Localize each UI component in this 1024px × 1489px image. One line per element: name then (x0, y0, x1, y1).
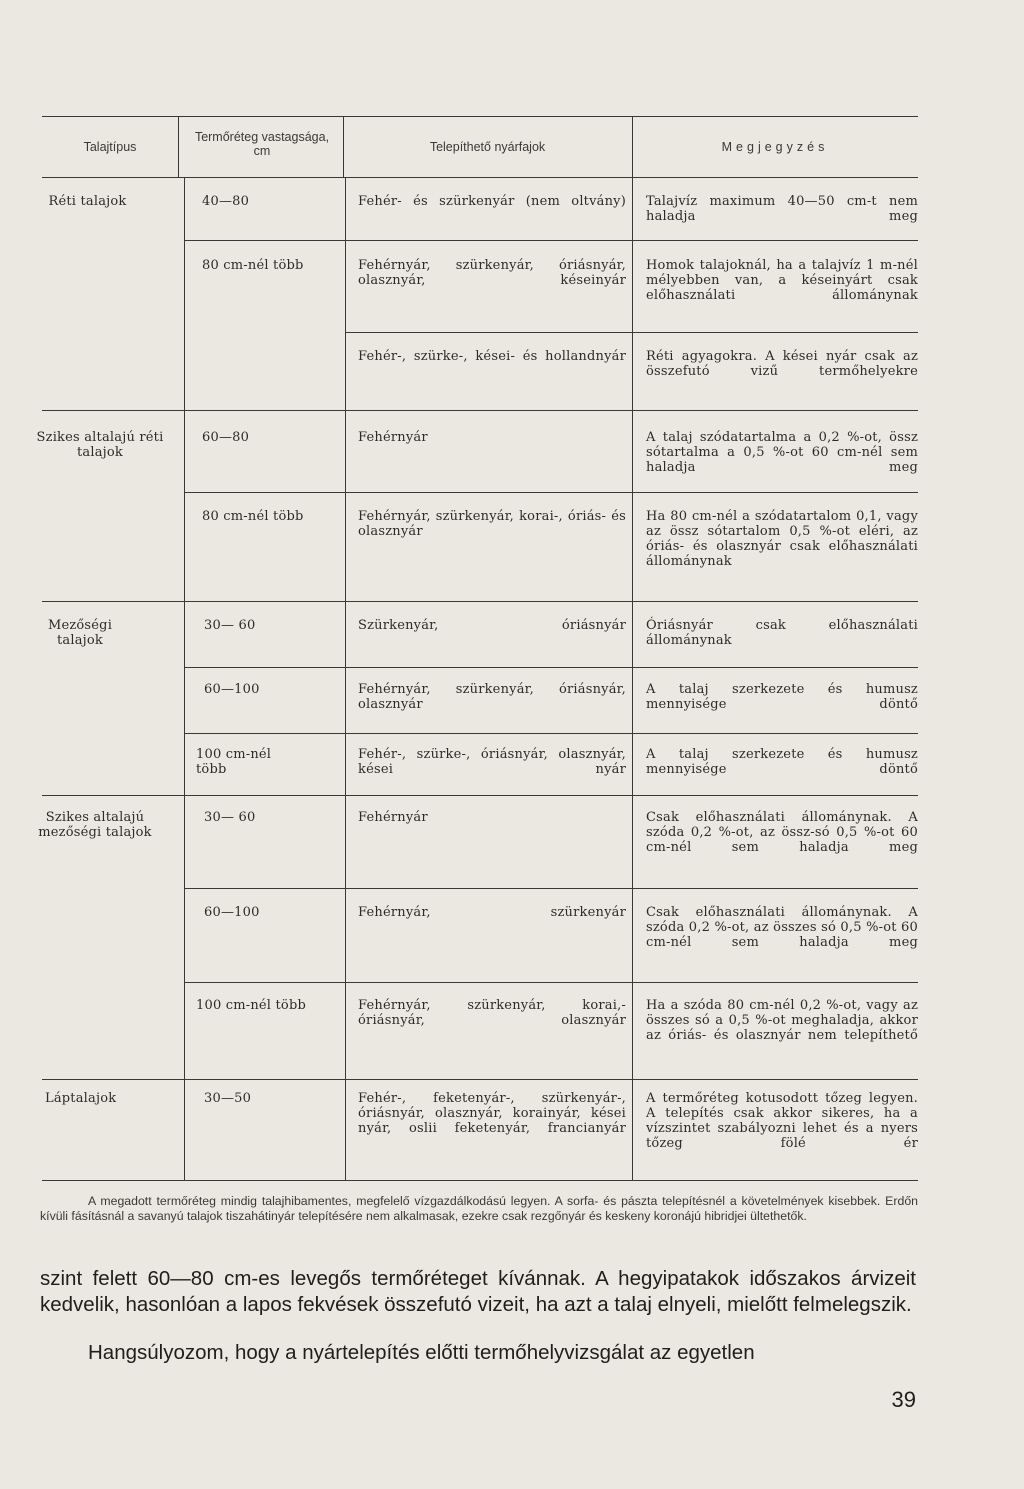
group-rule (42, 1079, 918, 1080)
group-rule (42, 795, 918, 796)
col-divider (345, 178, 346, 1180)
table-top-rule (42, 116, 918, 117)
depth-cell: 80 cm-nél több (202, 258, 304, 273)
row-rule (184, 733, 918, 734)
depth-cell: 40—80 (202, 194, 250, 209)
poplar-species-cell: Fehérnyár, szürkenyár, óriásnyár, olasznyár, késeinyár (358, 258, 626, 288)
poplar-species-cell: Fehér-, szürke-, kései- és hollandnyár (358, 349, 626, 364)
notes-cell: Talajvíz maximum 40—50 cm-t nem haladja meg (646, 194, 918, 224)
group-rule (42, 410, 918, 411)
group-rule (42, 601, 918, 602)
table-bottom-rule (42, 1180, 918, 1181)
row-rule (184, 982, 918, 983)
poplar-species-cell: Fehérnyár (358, 430, 428, 445)
row-rule (184, 492, 918, 493)
row-rule (184, 888, 918, 889)
col-divider (184, 178, 185, 1180)
notes-cell: A talaj szódatartalma a 0,2 %-ot, össz sótartalma a 0,5 %-ot 60 cm-nél sem haladja meg (646, 430, 918, 475)
row-rule (345, 332, 918, 333)
depth-cell: 30— 60 (204, 618, 256, 633)
poplar-species-cell: Fehér-, szürke-, óriásnyár, olasznyár, kései nyár (358, 747, 626, 777)
depth-cell: 60—80 (202, 430, 250, 445)
header-poplars: Telepíthető nyárfajok (429, 140, 546, 154)
depth-cell: 100 cm-nél több (196, 998, 306, 1013)
poplar-species-cell: Fehérnyár, szürkenyár, óriásnyár, olasznyár (358, 682, 626, 712)
notes-cell: Homok talajoknál, ha a talajvíz 1 m-nél mélyebben van, a késeinyárt csak előhasználati állománynak (646, 258, 918, 303)
poplar-species-cell: Fehér- és szürkenyár (nem oltvány) (358, 194, 626, 209)
poplar-species-cell: Fehér-, feketenyár-, szürkenyár-, óriásnyár, olasznyár, korainyár, kései nyár, oslii feketenyár, francianyár (358, 1091, 626, 1136)
notes-cell: A talaj szerkezete és humusz mennyisége döntő (646, 747, 918, 777)
col-divider (178, 117, 179, 177)
poplar-species-cell: Fehérnyár (358, 810, 428, 825)
header-notes: Megjegyzés (721, 140, 829, 154)
poplar-species-cell: Fehérnyár, szürkenyár, korai-, óriás- és olasznyár (358, 509, 626, 539)
notes-cell: Ha 80 cm-nél a szódatartalom 0,1, vagy az össz sótartalom 0,5 %-ot eléri, az óriás- és olasznyár csak előhasználati állománynak (646, 509, 918, 569)
depth-cell: 80 cm-nél több (202, 509, 304, 524)
col-divider (632, 178, 633, 1180)
page-number: 39 (891, 1387, 916, 1412)
poplar-species-cell: Fehérnyár, szürkenyár (358, 905, 626, 920)
depth-cell: 100 cm-nél több (196, 747, 272, 777)
table-footnote: A megadott termőréteg mindig talajhibamentes, megfelelő vízgazdálkodású legyen. A sorfa- és pászta telepítésnél a követelmények kisebbek. Erdőn kívüli fásításnál a savanyú talajok tiszahátinyár telepítésére nem alkalmasak, ezekre csak rezgőnyár és keskeny koronájú hibridjei ültethetők. (40, 1194, 918, 1223)
row-rule (184, 240, 918, 241)
depth-cell: 60—100 (204, 682, 260, 697)
depth-cell: 30— 60 (204, 810, 256, 825)
notes-cell: A termőréteg kotusodott tőzeg legyen. A telepítés csak akkor sikeres, ha a vízszintet szabályozni lehet és a nyers tőzeg fölé ér (646, 1091, 918, 1151)
notes-cell: A talaj szerkezete és humusz mennyisége döntő (646, 682, 918, 712)
header-soil-type: Talajtípus (83, 140, 137, 154)
header-bottom-rule (42, 177, 918, 178)
notes-cell: Ha a szóda 80 cm-nél 0,2 %-ot, vagy az összes só a 0,5 %-ot meghaladja, akkor az óriás- és olasznyár nem telepíthető (646, 998, 918, 1043)
header-depth: Termőréteg vastagsága, cm (194, 130, 330, 158)
depth-cell: 60—100 (204, 905, 260, 920)
notes-cell: Óriásnyár csak előhasználati állománynak (646, 618, 918, 648)
soil-type-cell: Szikes altalajú mezőségi talajok (38, 810, 152, 840)
soil-type-cell: Szikes altalajú réti talajok (36, 430, 164, 460)
notes-cell: Réti agyagokra. A kései nyár csak az összefutó vizű termőhelyekre (646, 349, 918, 379)
notes-cell: Csak előhasználati állománynak. A szóda 0,2 %-ot, az összes só 0,5 %-ot 60 cm-nél sem haladja meg (646, 905, 918, 950)
row-rule (184, 667, 918, 668)
body-paragraph: Hangsúlyozom, hogy a nyártelepítés előtti termőhelyvizsgálat az egyetlen (88, 1341, 755, 1364)
depth-cell: 30—50 (204, 1091, 252, 1106)
body-paragraph: szint felett 60—80 cm-es levegős termőréteget kívánnak. A hegyipatakok időszakos árvizeit kedvelik, hasonlóan a lapos fekvések összefutó vizeit, ha azt a talaj elnyeli, mielőtt felmelegszik. (40, 1267, 916, 1316)
notes-cell: Csak előhasználati állománynak. A szóda 0,2 %-ot, az össz-só 0,5 %-ot 60 cm-nél sem haladja meg (646, 810, 918, 855)
poplar-species-cell: Fehérnyár, szürkenyár, korai,-óriásnyár, olasznyár (358, 998, 626, 1028)
poplar-species-cell: Szürkenyár, óriásnyár (358, 618, 626, 633)
soil-type-cell: Mezőségi talajok (47, 618, 113, 648)
soil-type-cell: Réti talajok (48, 194, 127, 209)
soil-type-cell: Láptalajok (45, 1091, 117, 1106)
